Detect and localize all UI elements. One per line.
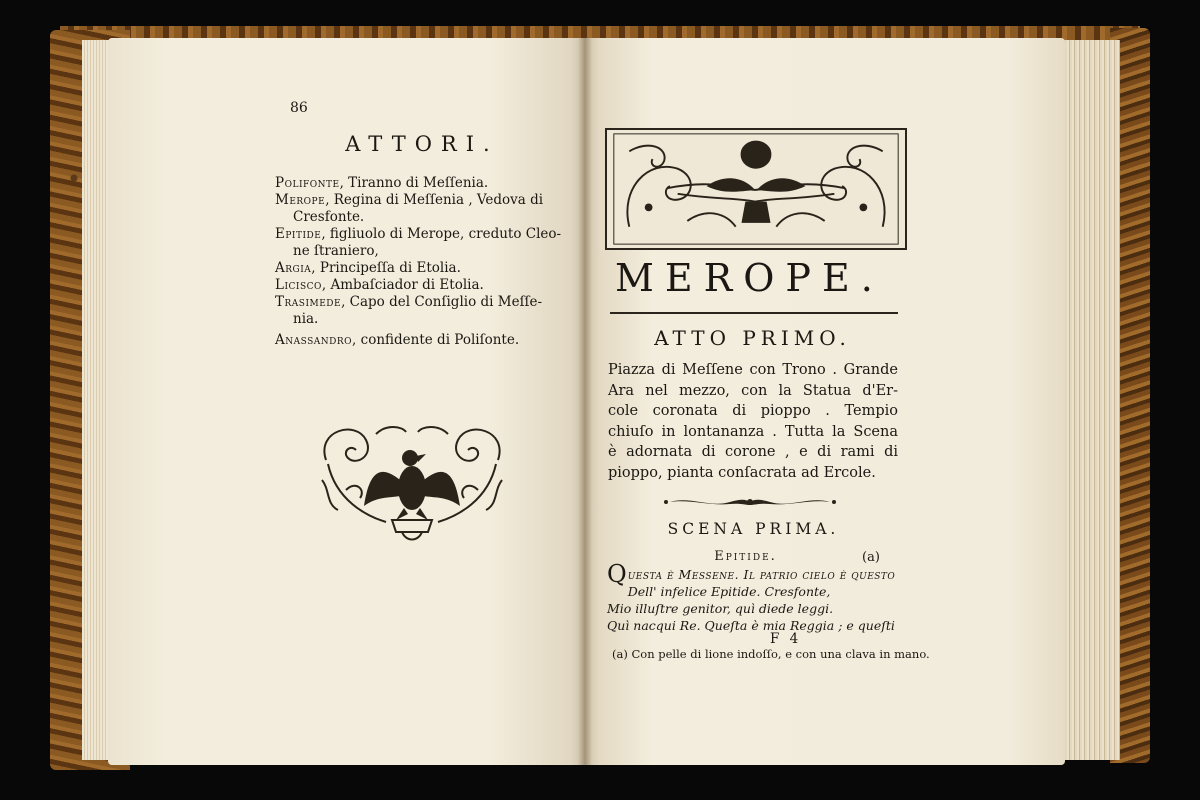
verse-line: Dell' infelice Epitide. Cresfonte, (627, 584, 831, 599)
cast-entry: Anassandro, confidente di Poliſonte. (275, 332, 520, 348)
play-title: MEROPE. (615, 256, 884, 300)
cast-entry: Trasimede, Capo del Conſiglio di Meſſe- (275, 294, 543, 310)
verse-line: Mio illuſtre genitor, quì diede leggi. (607, 601, 834, 616)
page-number: 86 (290, 100, 308, 116)
flourish-divider (660, 495, 840, 509)
speaker-name: Epitide. (714, 549, 777, 564)
cast-title: ATTORI. (345, 132, 499, 156)
scene-description (608, 360, 898, 483)
cast-entry-continuation: nia. (293, 311, 319, 327)
ornamental-headpiece (605, 128, 907, 250)
signature-mark: F 4 (770, 631, 802, 647)
scene-line: chiuſo in lontananza . Tutta la Scena (608, 423, 898, 440)
eagle-vignette (316, 420, 508, 544)
verse-text (607, 560, 897, 634)
page-edges-right (1062, 40, 1120, 760)
cast-entry-continuation: Cresfonte. (293, 209, 365, 225)
cast-entry: Licisco, Ambaſciador di Etolia. (275, 277, 484, 293)
book-gutter (578, 38, 592, 765)
scene-line: Ara nel mezzo, con la Statua d'Er- (608, 382, 898, 399)
verse-line: Questa è Meſſene. Il patrio cielo è queſto (607, 560, 896, 588)
act-heading: ATTO PRIMO. (654, 326, 851, 350)
scene-line: è adornata di corone , e di rami di (608, 444, 898, 460)
scene-line: pioppo, pianta conſacrata ad Ercole. (608, 464, 876, 481)
verse-line: Quì nacqui Re. Queſta è mia Reggia ; e queſti (607, 618, 895, 633)
footnote-marker: (a) (862, 550, 880, 565)
cast-entry: Argia, Principeſſa di Etolia. (275, 260, 461, 276)
scene-line: Piazza di Meſſene con Trono . Grande (608, 362, 898, 378)
footnote: (a) Con pelle di lione indoſſo, e con una clava in mano. (612, 647, 930, 661)
cast-entry: Epitide, figliuolo di Merope, creduto Cleo- (275, 226, 562, 242)
title-rule (610, 312, 898, 314)
scene-line: cole coronata di pioppo . Tempio (608, 403, 898, 419)
cast-list (275, 175, 575, 349)
cast-entry: Merope, Regina di Meſſenia , Vedova di (275, 192, 544, 208)
scene-heading: SCENA PRIMA. (667, 520, 840, 538)
cast-entry-continuation: ne ſtraniero, (293, 243, 379, 259)
cast-entry: Polifonte, Tiranno di Meſſenia. (275, 175, 489, 191)
